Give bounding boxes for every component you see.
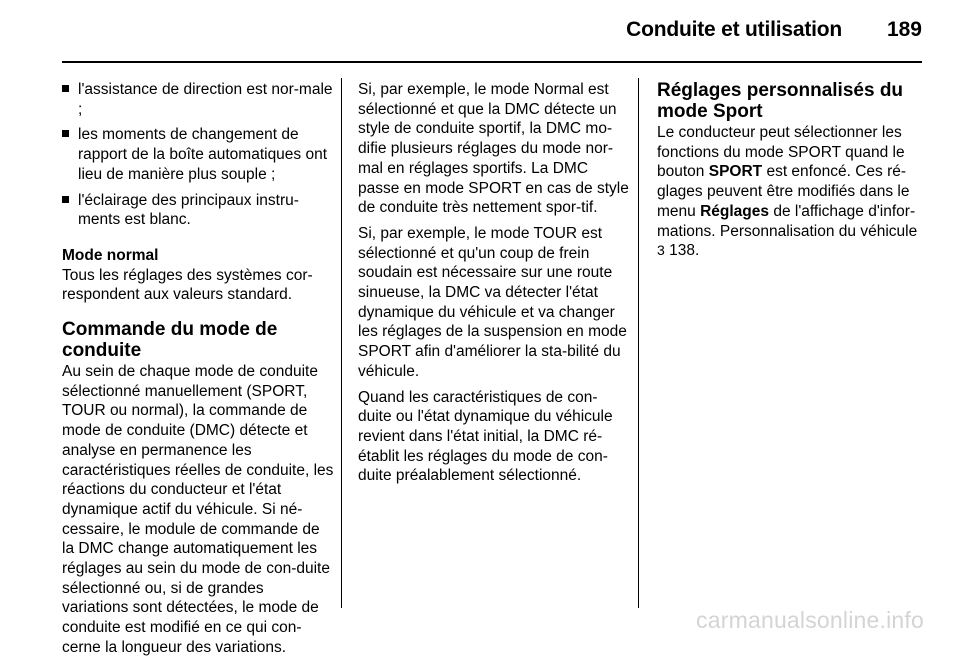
section-heading: Commande du mode de conduite (62, 319, 278, 362)
column-divider (638, 78, 639, 608)
column-3 (657, 80, 927, 261)
section-heading: Réglages personnalisés du mode Sport (657, 80, 904, 122)
watermark: carmanualsonline.info (696, 607, 924, 633)
list-item: l'assistance de direction est nor-male ; (62, 80, 334, 119)
paragraph: Si, par exemple, le mode TOUR est sélectionné et qu'un coup de frein soudain est nécessaire sur une route sinueuse, la DMC va détecter l'état dynamique du véhicule et va changer les réglages de la suspension en mode SPORT afin d'améliorer la sta-bilité du véhicule. (358, 224, 627, 380)
column-1 (62, 80, 334, 658)
square-bullet-icon (62, 196, 69, 203)
reglages-menu-label: Réglages (700, 202, 770, 220)
mode-normal-heading: Mode normal (62, 246, 159, 264)
dmc-section (62, 319, 334, 658)
section-text: Le conducteur peut sélectionner les fonctions du mode SPORT quand le bouton SPORT est enfoncé. Ces ré-glages peuvent être modifiés dans le menu Réglages de l'affichage d'infor-mations. Personnalisation du véhicule 3 138. (657, 124, 918, 260)
sport-button-label: SPORT (708, 163, 763, 181)
square-bullet-icon (62, 85, 69, 92)
page-reference-icon: 3 (657, 242, 665, 259)
list-item: les moments de changement de rapport de la boîte automatiques ont lieu de manière plus souple ; (62, 125, 334, 184)
paragraph: Si, par exemple, le mode Normal est sélectionné et que la DMC détecte un style de conduite sportif, la DMC mo-difie plusieurs réglages du mode nor-mal en réglages sportifs. La DMC passe en mode SPORT en cas de style de conduite très nettement spor-tif. (358, 81, 629, 217)
page-reference: 138. (669, 242, 700, 260)
page-number: 189 (886, 18, 922, 41)
paragraph: Quand les caractéristiques de con-duite ou l'état dynamique du véhicule revient dans l'état initial, la DMC ré-établit les réglages du mode de con-duite préalablement sélectionné. (358, 388, 613, 485)
mode-normal-block (62, 246, 334, 305)
section-text: Au sein de chaque mode de conduite sélectionné manuellement (SPORT, TOUR ou normal), la commande de mode de conduite (DMC) détecte et analyse en permanence les caractéristiques réelles de conduite, les réactions du conducteur et l'état dynamique actif du véhicule. Si né-cessaire, le module de commande de la DMC change automatiquement les réglages au sein du mode de con-duite sélectionné ou, si de grandes variations sont détectées, le mode de conduite est modifié en ce qui con-cerne la longueur des variations. (62, 363, 334, 656)
page-title: Conduite et utilisation (626, 18, 842, 41)
column-2 (358, 80, 630, 492)
header-divider (62, 61, 922, 63)
mode-normal-text: Tous les réglages des systèmes cor-respondent aux valeurs standard. (62, 266, 313, 304)
column-divider (341, 78, 342, 608)
bullet-list (62, 80, 334, 230)
list-item: l'éclairage des principaux instru-ments est blanc. (62, 191, 334, 230)
square-bullet-icon (62, 130, 69, 137)
